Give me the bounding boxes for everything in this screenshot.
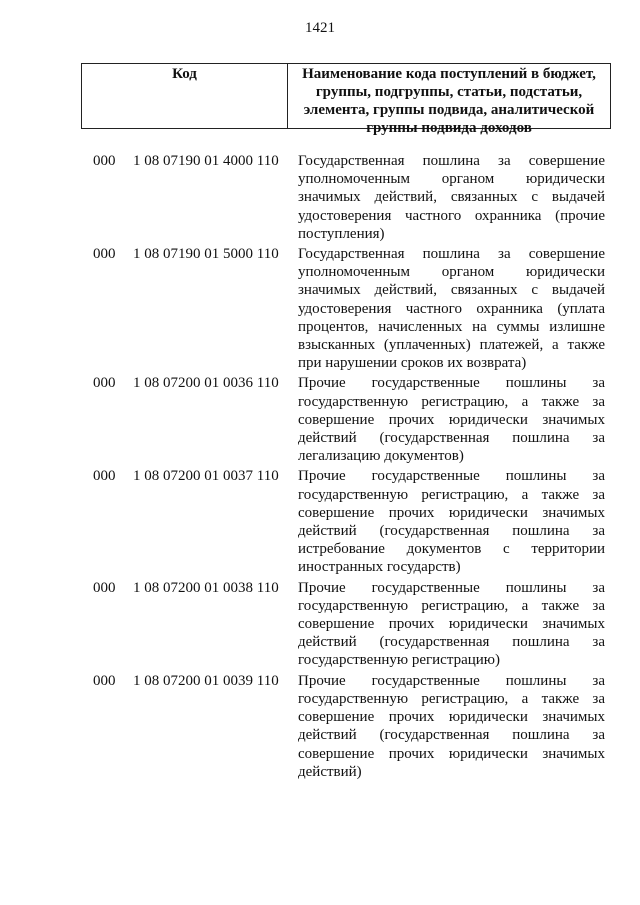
table-row [93,672,605,781]
description-line: Государственная пошлина за совершение [298,246,605,263]
description-line: совершение прочих юридически значимых [298,411,605,428]
admin-code: 000 [93,246,116,263]
header-name-line: элемента, группы подвида, аналитической [303,102,595,118]
description-line: действий (государственная пошлина за [298,634,605,651]
description-line: Прочие государственные пошлины за [298,468,605,485]
admin-code: 000 [93,153,116,169]
admin-code: 000 [93,375,116,392]
income-description [298,672,605,781]
budget-code: 1 08 07200 01 0036 110 [133,375,279,392]
table-body [93,152,605,781]
budget-code: 1 08 07190 01 4000 110 [133,153,279,169]
budget-code: 1 08 07200 01 0039 110 [133,672,279,689]
description-line: государственную регистрацию) [298,652,500,669]
description-line: совершение прочих юридически значимых [298,616,605,633]
description-line: действий (государственная пошлина за [298,430,605,447]
description-line: государственную регистрацию, а также за [298,393,605,410]
table-row [93,245,605,372]
description-line: поступления) [298,225,385,242]
income-description [298,467,605,576]
description-line: государственную регистрацию, а также за [298,597,605,614]
description-line: значимых действий, связанных с выдачей [298,189,605,206]
header-name-line: группы, подгруппы, статьи, подстатьи, [315,84,583,100]
table-row [93,152,605,243]
budget-code: 1 08 07190 01 5000 110 [133,246,279,263]
admin-code: 000 [93,579,116,596]
description-line: уполномоченным органом юридически [298,264,605,281]
description-line: процентов, начисленных на суммы излишне [298,318,605,335]
description-line: совершение прочих юридически значимых [298,709,605,726]
description-line: иностранных государств) [298,559,461,576]
income-description [298,579,605,670]
admin-code: 000 [93,672,116,689]
description-line: удостоверения частного охранника (прочие [298,207,605,224]
admin-code: 000 [93,468,116,485]
description-line: Прочие государственные пошлины за [298,579,605,596]
description-line: взысканных (уплаченных) платежей, а также [298,337,605,354]
table-header [81,63,611,136]
description-line: Прочие государственные пошлины за [298,375,605,392]
income-description [298,374,605,465]
page-number: 1421 [305,20,335,36]
header-code-column: Код [82,64,288,128]
description-line: действий (государственная пошлина за [298,523,605,540]
description-line: уполномоченным органом юридически [298,171,605,188]
budget-code: 1 08 07200 01 0038 110 [133,579,279,596]
description-line: государственную регистрацию, а также за [298,690,605,707]
budget-code: 1 08 07200 01 0037 110 [133,468,279,485]
description-line: совершение прочих юридически значимых [298,504,605,521]
description-line: легализацию документов) [298,448,464,465]
description-line: государственную регистрацию, а также за [298,486,605,503]
description-line: удостоверения частного охранника (уплата [298,300,605,317]
description-line: истребование документов с территории [298,541,605,558]
table-row [93,579,605,670]
income-description [298,152,605,243]
description-line: Государственная пошлина за совершение [298,153,605,169]
table-row [93,374,605,465]
description-line: Прочие государственные пошлины за [298,672,605,689]
income-description [298,245,605,372]
table-row [93,467,605,576]
description-line: действий (государственная пошлина за [298,727,605,744]
description-line: при нарушении сроков их возврата) [298,355,527,372]
description-line: действий) [298,763,362,780]
description-line: значимых действий, связанных с выдачей [298,282,605,299]
header-name-line: Наименование кода поступлений в бюджет, [302,66,596,82]
description-line: совершение прочих юридически значимых [298,745,605,762]
header-name-column [288,64,610,136]
header-name-line: группы подвида доходов [366,120,532,136]
